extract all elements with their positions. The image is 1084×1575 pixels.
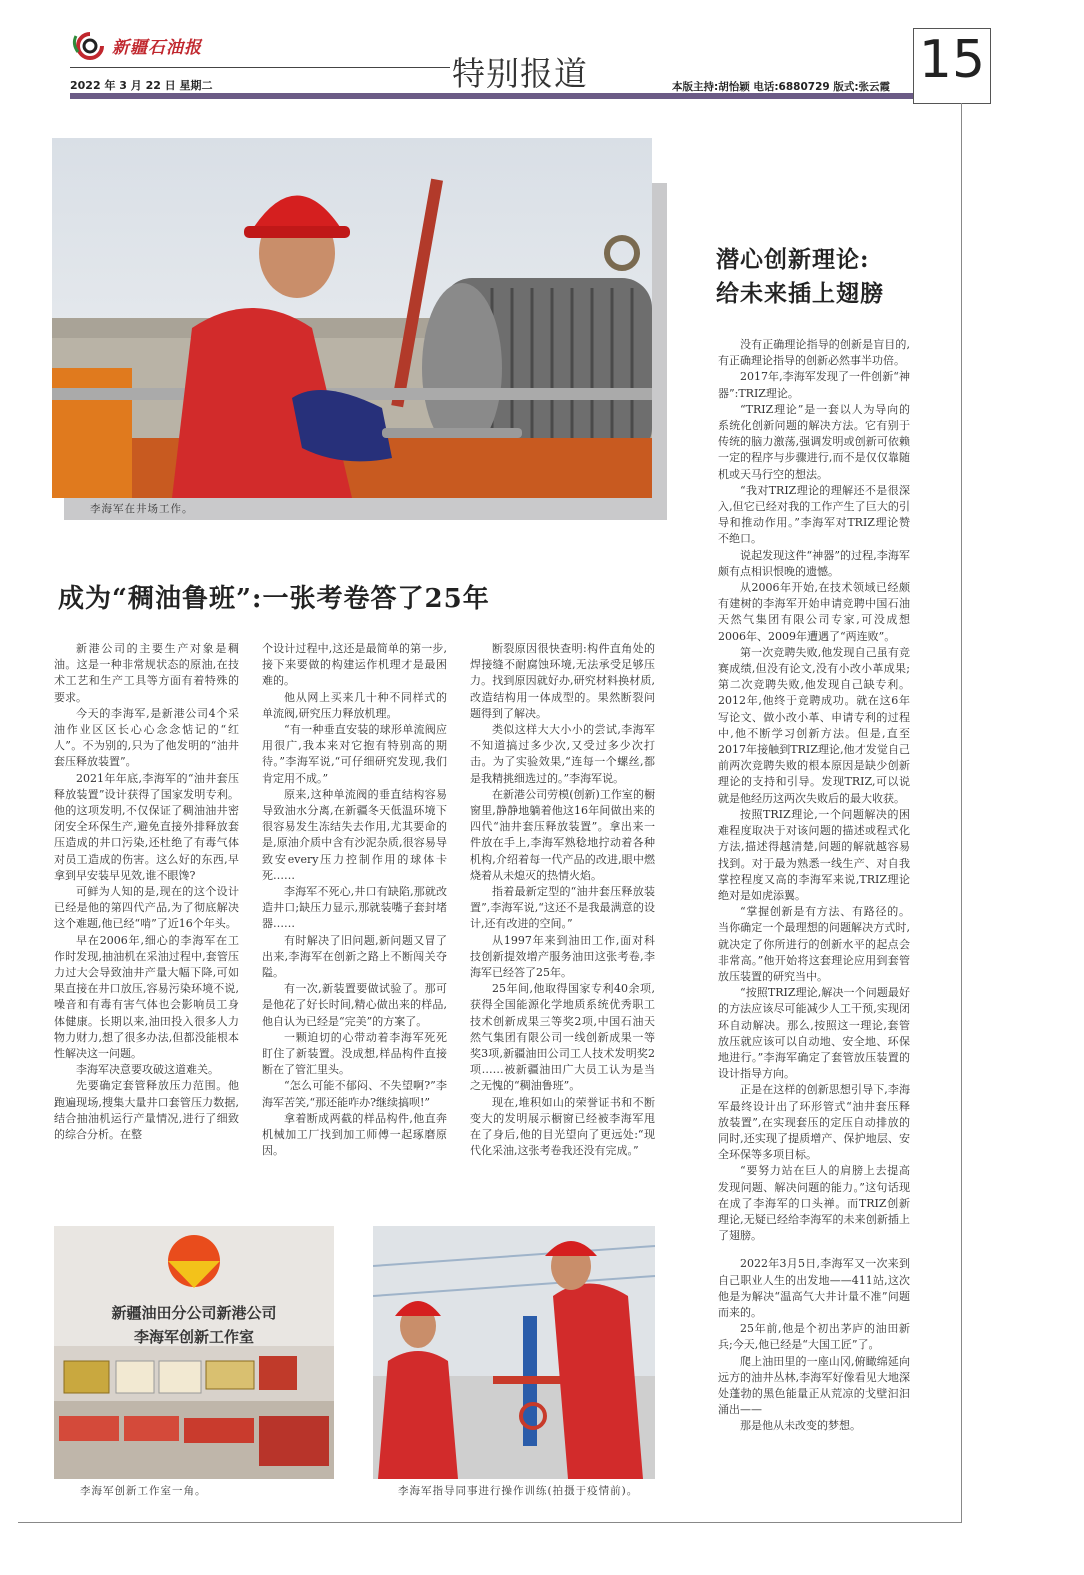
page-bottom-rule: [18, 1522, 962, 1523]
main-photo: [52, 138, 652, 498]
paragraph: 现在,堆积如山的荣誉证书和不断变大的发明展示橱窗已经被李海军甩在了身后,他的目光望向了更远处:“现代化采油,这张考卷我还没有完成。”: [470, 1095, 655, 1158]
paragraph: 拿着断成两截的样品构件,他直奔机械加工厂找到加工师傅一起琢磨原因。: [262, 1111, 447, 1158]
paragraph: 爬上油田里的一座山冈,俯瞰绵延向远方的油井丛林,李海军好像看见大地深处蓬勃的黑色能量正从荒凉的戈壁汩汩涌出——: [718, 1354, 910, 1417]
newspaper-logo-icon: [70, 30, 110, 60]
page-number: 15: [918, 30, 986, 90]
sidebar-headline-line1: 潜心创新理论:: [716, 246, 870, 273]
paragraph: 李海军决意要攻破这道难关。: [76, 1063, 219, 1077]
article-column-3: [470, 641, 655, 1160]
paragraph: 先要确定套管释放压力范围。他跑遍现场,搜集大量井口套管压力数据,结合抽油机运行产量情况,进行了细致的综合分析。在整: [54, 1079, 239, 1142]
paragraph: 2021年年底,李海军的“油井套压释放装置”设计获得了国家发明专利。他的这项发明,不仅保证了稠油油井密闭安全环保生产,避免直接外排释放套压造成的井口污染,还杜绝了有毒气体对员工造成的伤害。这么好的东西,早拿到早安装早见效,谁不眼馋?: [54, 771, 239, 882]
paragraph: 他从网上买来几十种不同样式的单流阀,研究压力释放机理。: [262, 690, 447, 720]
paragraph: 早在2006年,细心的李海军在工作时发现,抽油机在采油过程中,套管压力过大会导致油井产量大幅下降,可如果直接在井口放压,容易污染环境不说,噪音和有毒有害气体也会影响员工身体健康。长期以来,油田投入很多人力物力财力,想了很多办法,但都没能根本性解决这一问题。: [54, 933, 239, 1061]
section-gap: [718, 1244, 910, 1256]
paragraph: 25年前,他是个初出茅庐的油田新兵;今天,他已经是“大国工匠”了。: [718, 1322, 910, 1352]
paragraph: 类似这样大大小小的尝试,李海军不知道搞过多少次,又受过多少次打击。为了实验效果,“连每一个螺丝,都是我精挑细选过的。”李海军说。: [470, 723, 655, 785]
paragraph: 一颗迫切的心带动着李海军死死盯住了新装置。没成想,样品构件直接断在了管汇里头。: [262, 1030, 447, 1077]
section-title: 特别报道: [452, 54, 588, 93]
paragraph: 正是在这样的创新思想引导下,李海军最终设计出了环形管式“油井套压释放装置”,在实现套压的定压自动排放的同时,还实现了提质增产、保护地层、安全环保等多项目标。: [718, 1083, 910, 1162]
masthead-rule: [70, 67, 450, 68]
training-photo: [373, 1226, 655, 1479]
sidebar-headline-line2: 给未来插上翅膀: [716, 280, 884, 307]
paragraph: 第一次竞聘失败,他发现自己虽有竞赛成绩,但没有论文,没有小改小革成果;第二次竞聘失败,他发现自己缺专利。2012年,他终于竞聘成功。就在这6年写论文、做小改小革、申请专利的过程中,他不断学习创新方法。但是,直至2017年接触到TRIZ理论,他才发觉自己前两次竞聘失败的根本原因是缺少创新理论的支持和引导。发现TRIZ,可以说就是他经历这两次失败后的最大收获。: [718, 645, 910, 805]
training-photo-caption: 李海军指导同事进行操作训练(拍摄于疫情前)。: [398, 1485, 639, 1497]
newspaper-name: 新疆石油报: [112, 38, 202, 58]
paragraph: “掌握创新是有方法、有路径的。当你确定一个最理想的问题解决方式时,就决定了你所进行的创新水平的起点会非常高。”他开始将这套理论应用到套管放压装置的研究当中。: [718, 905, 910, 983]
paragraph: 2017年,李海军发现了一件创新“神器”:TRIZ理论。: [718, 370, 910, 400]
article-headline: 成为“稠油鲁班”:一张考卷答了25年: [58, 584, 490, 614]
paragraph: 在新港公司劳模(创新)工作室的橱窗里,静静地躺着他这16年间做出来的四代“油井套压释放装置”。拿出来一件放在手上,李海军熟稔地拧动着各种机构,介绍着每一代产品的改进,眼中燃烧着从未熄灭的热情火焰。: [470, 787, 655, 882]
sidebar-column: [718, 337, 910, 1435]
editor-info: 本版主持:胡怡颖 电话:6880729 版式:张云霞: [672, 81, 891, 93]
article-column-2: [262, 641, 447, 1160]
paragraph: “怎么可能不郁闷、不失望啊?”李海军苦笑,“那还能咋办?继续搞呗!”: [262, 1079, 447, 1109]
training-illustration: [373, 1226, 655, 1479]
paragraph: 今天的李海军,是新港公司4个采油作业区区长心心念念惦记的“红人”。不为别的,只为了他发明的“油井套压释放装置”。: [54, 706, 239, 769]
studio-photo: [54, 1226, 334, 1479]
studio-sign-line1: 新疆油田分公司新港公司: [111, 1304, 277, 1322]
main-photo-caption: 李海军在井场工作。: [90, 503, 194, 515]
paragraph: 个设计过程中,这还是最简单的第一步,接下来要做的构建运作机理才是最困难的。: [262, 642, 447, 688]
paragraph: 有一次,新装置要做试验了。那可是他花了好长时间,精心做出来的样品,他自认为已经是“完美”的方案了。: [262, 982, 447, 1028]
studio-sign-line2: 李海军创新工作室: [133, 1328, 255, 1346]
paragraph: 从2006年开始,在技术领域已经颇有建树的李海军开始申请竞聘中国石油天然气集团有限公司专家,可没成想2006年、2009年遭遇了“两连败”。: [718, 581, 910, 643]
paragraph: 指着最新定型的“油井套压释放装置”,李海军说,“这还不是我最满意的设计,还有改进的空间。”: [470, 885, 655, 931]
innovation-studio-illustration: [54, 1226, 334, 1479]
sidebar-headline: [716, 243, 884, 311]
paragraph: “有一种垂直安装的球形单流阀应用很广,我本来对它抱有特别高的期待。”李海军说,“可仔细研究发现,我们肯定用不成。”: [262, 723, 447, 785]
paragraph: 可鲜为人知的是,现在的这个设计已经是他的第四代产品,为了彻底解决这个难题,他已经“啃”了近16个年头。: [54, 885, 239, 931]
paragraph: 李海军不死心,井口有缺陷,那就改造井口;缺压力显示,那就装嘴子套封堵器……: [262, 885, 447, 931]
article-column-1: [54, 641, 239, 1143]
paragraph: 那是他从未改变的梦想。: [740, 1419, 861, 1433]
paragraph: 按照TRIZ理论,一个问题解决的困难程度取决于对该问题的描述或程式化方法,描述得越清楚,问题的解就越容易找到。对于最为熟悉一线生产、对自我掌控程度又高的李海军来说,TRIZ理论绝对是如虎添翼。: [718, 807, 910, 902]
header-accent-bar: [70, 93, 913, 99]
paragraph: “TRIZ理论”是一套以人为导向的系统化创新问题的解决方法。它有别于传统的脑力激荡,强调发明或创新可依赖一定的程序与步骤进行,而不是仅仅靠随机或天马行空的想法。: [718, 402, 910, 481]
paragraph: 25年间,他取得国家专利40余项,获得全国能源化学地质系统优秀职工技术创新成果三等奖2项,中国石油天然气集团有限公司一线创新成果一等奖3项,新疆油田公司工人技术发明奖2项……被新疆油田广大员工认为是当之无愧的“稠油鲁班”。: [470, 982, 655, 1093]
paragraph: 断裂原因很快查明:构件直角处的焊接缝不耐腐蚀环境,无法承受足够压力。找到原因就好办,研究材料换材质,改造结构用一体成型的。果然断裂问题得到了解决。: [470, 642, 655, 720]
paragraph: “按照TRIZ理论,解决一个问题最好的方法应该尽可能减少人工干预,实现闭环自动解决。那么,按照这一理论,套管放压就应该可以自动地、安全地、环保地进行。”李海军确定了套管放压装置的设计指导方向。: [718, 986, 910, 1081]
paragraph: 2022年3月5日,李海军又一次来到自己职业人生的出发地——411站,这次他是为解决“温高气大井计量不准”问题而来的。: [718, 1257, 910, 1319]
paragraph: “要努力站在巨人的肩膀上去提高发现问题、解决问题的能力。”这句话现在成了李海军的口头禅。而TRIZ创新理论,无疑已经给李海军的未来创新插上了翅膀。: [718, 1164, 910, 1243]
paragraph: 原来,这种单流阀的垂直结构容易导致油水分离,在新疆冬天低温环境下很容易发生冻结失去作用,尤其要命的是,原油介质中含有沙泥杂质,很容易导致安every压力控制作用的球体卡死……: [262, 787, 447, 882]
column-divider: [961, 103, 962, 1523]
paragraph: “我对TRIZ理论的理解还不是很深入,但它已经对我的工作产生了巨大的引导和推动作用。”李海军对TRIZ理论赞不绝口。: [718, 483, 910, 546]
paragraph: 从1997年来到油田工作,面对科技创新提效增产服务油田这张考卷,李海军已经答了25年。: [470, 933, 655, 980]
paragraph: 说起发现这件“神器”的过程,李海军颇有点相识恨晚的遗憾。: [718, 548, 910, 578]
paragraph: 有时解决了旧问题,新问题又冒了出来,李海军在创新之路上不断闯关夺隘。: [262, 933, 447, 980]
paragraph: 新港公司的主要生产对象是稠油。这是一种非常规状态的原油,在技术工艺和生产工具等方面有着特殊的要求。: [54, 642, 239, 704]
issue-date: 2022 年 3 月 22 日 星期二: [70, 79, 213, 92]
worker-at-wellsite-illustration: [52, 138, 652, 498]
studio-photo-caption: 李海军创新工作室一角。: [80, 1485, 207, 1497]
paragraph: 没有正确理论指导的创新是盲目的,有正确理论指导的创新必然事半功倍。: [718, 338, 910, 368]
